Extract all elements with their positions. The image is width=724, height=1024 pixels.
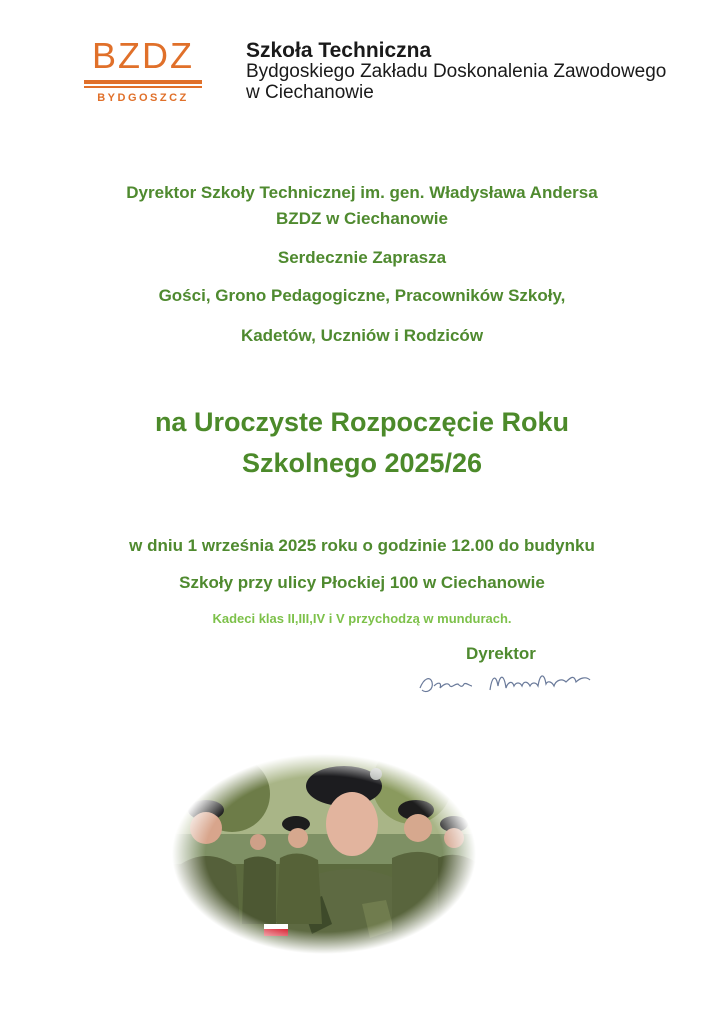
director-line2: BZDZ w Ciechanowie — [276, 209, 448, 228]
headline-line2: Szkolnego 2025/26 — [241, 448, 483, 478]
invites-text: Serdecznie Zaprasza — [277, 248, 447, 267]
logo-text: BZDZ — [92, 35, 194, 76]
invitees-line1: Gości, Grono Pedagogiczne, Pracowników Szkoły, — [158, 286, 566, 305]
headline-line1: na Uroczyste Rozpoczęcie Roku — [154, 407, 570, 437]
school-name — [246, 40, 706, 103]
invitees-line2: Kadetów, Uczniów i Rodziców — [240, 326, 484, 345]
signer-title: Dyrektor — [466, 644, 536, 663]
director-line1: Dyrektor Szkoły Technicznej im. gen. Władysława Andersa — [126, 183, 598, 202]
uniform-note: Kadeci klas II,III,IV i V przychodzą w mundurach. — [212, 611, 512, 626]
event-headline — [40, 402, 684, 484]
bzdz-logo — [80, 35, 206, 110]
school-name-line2: Bydgoskiego Zakładu Doskonalenia Zawodowego — [246, 61, 667, 82]
logo-city: BYDGOSZCZ — [97, 92, 189, 104]
logo-underline-thin — [84, 86, 202, 88]
school-name-line3: w Ciechanowie — [246, 82, 374, 103]
event-location: Szkoły przy ulicy Płockiej 100 w Ciechanowie — [179, 573, 545, 592]
school-name-line1: Szkoła Techniczna — [246, 39, 432, 62]
logo-underline — [84, 80, 202, 84]
director-title — [40, 180, 684, 232]
handwritten-signature — [416, 664, 616, 700]
cadets-photo — [172, 754, 476, 954]
event-date-time: w dniu 1 września 2025 roku o godzinie 12.00 do budynku — [129, 536, 595, 555]
